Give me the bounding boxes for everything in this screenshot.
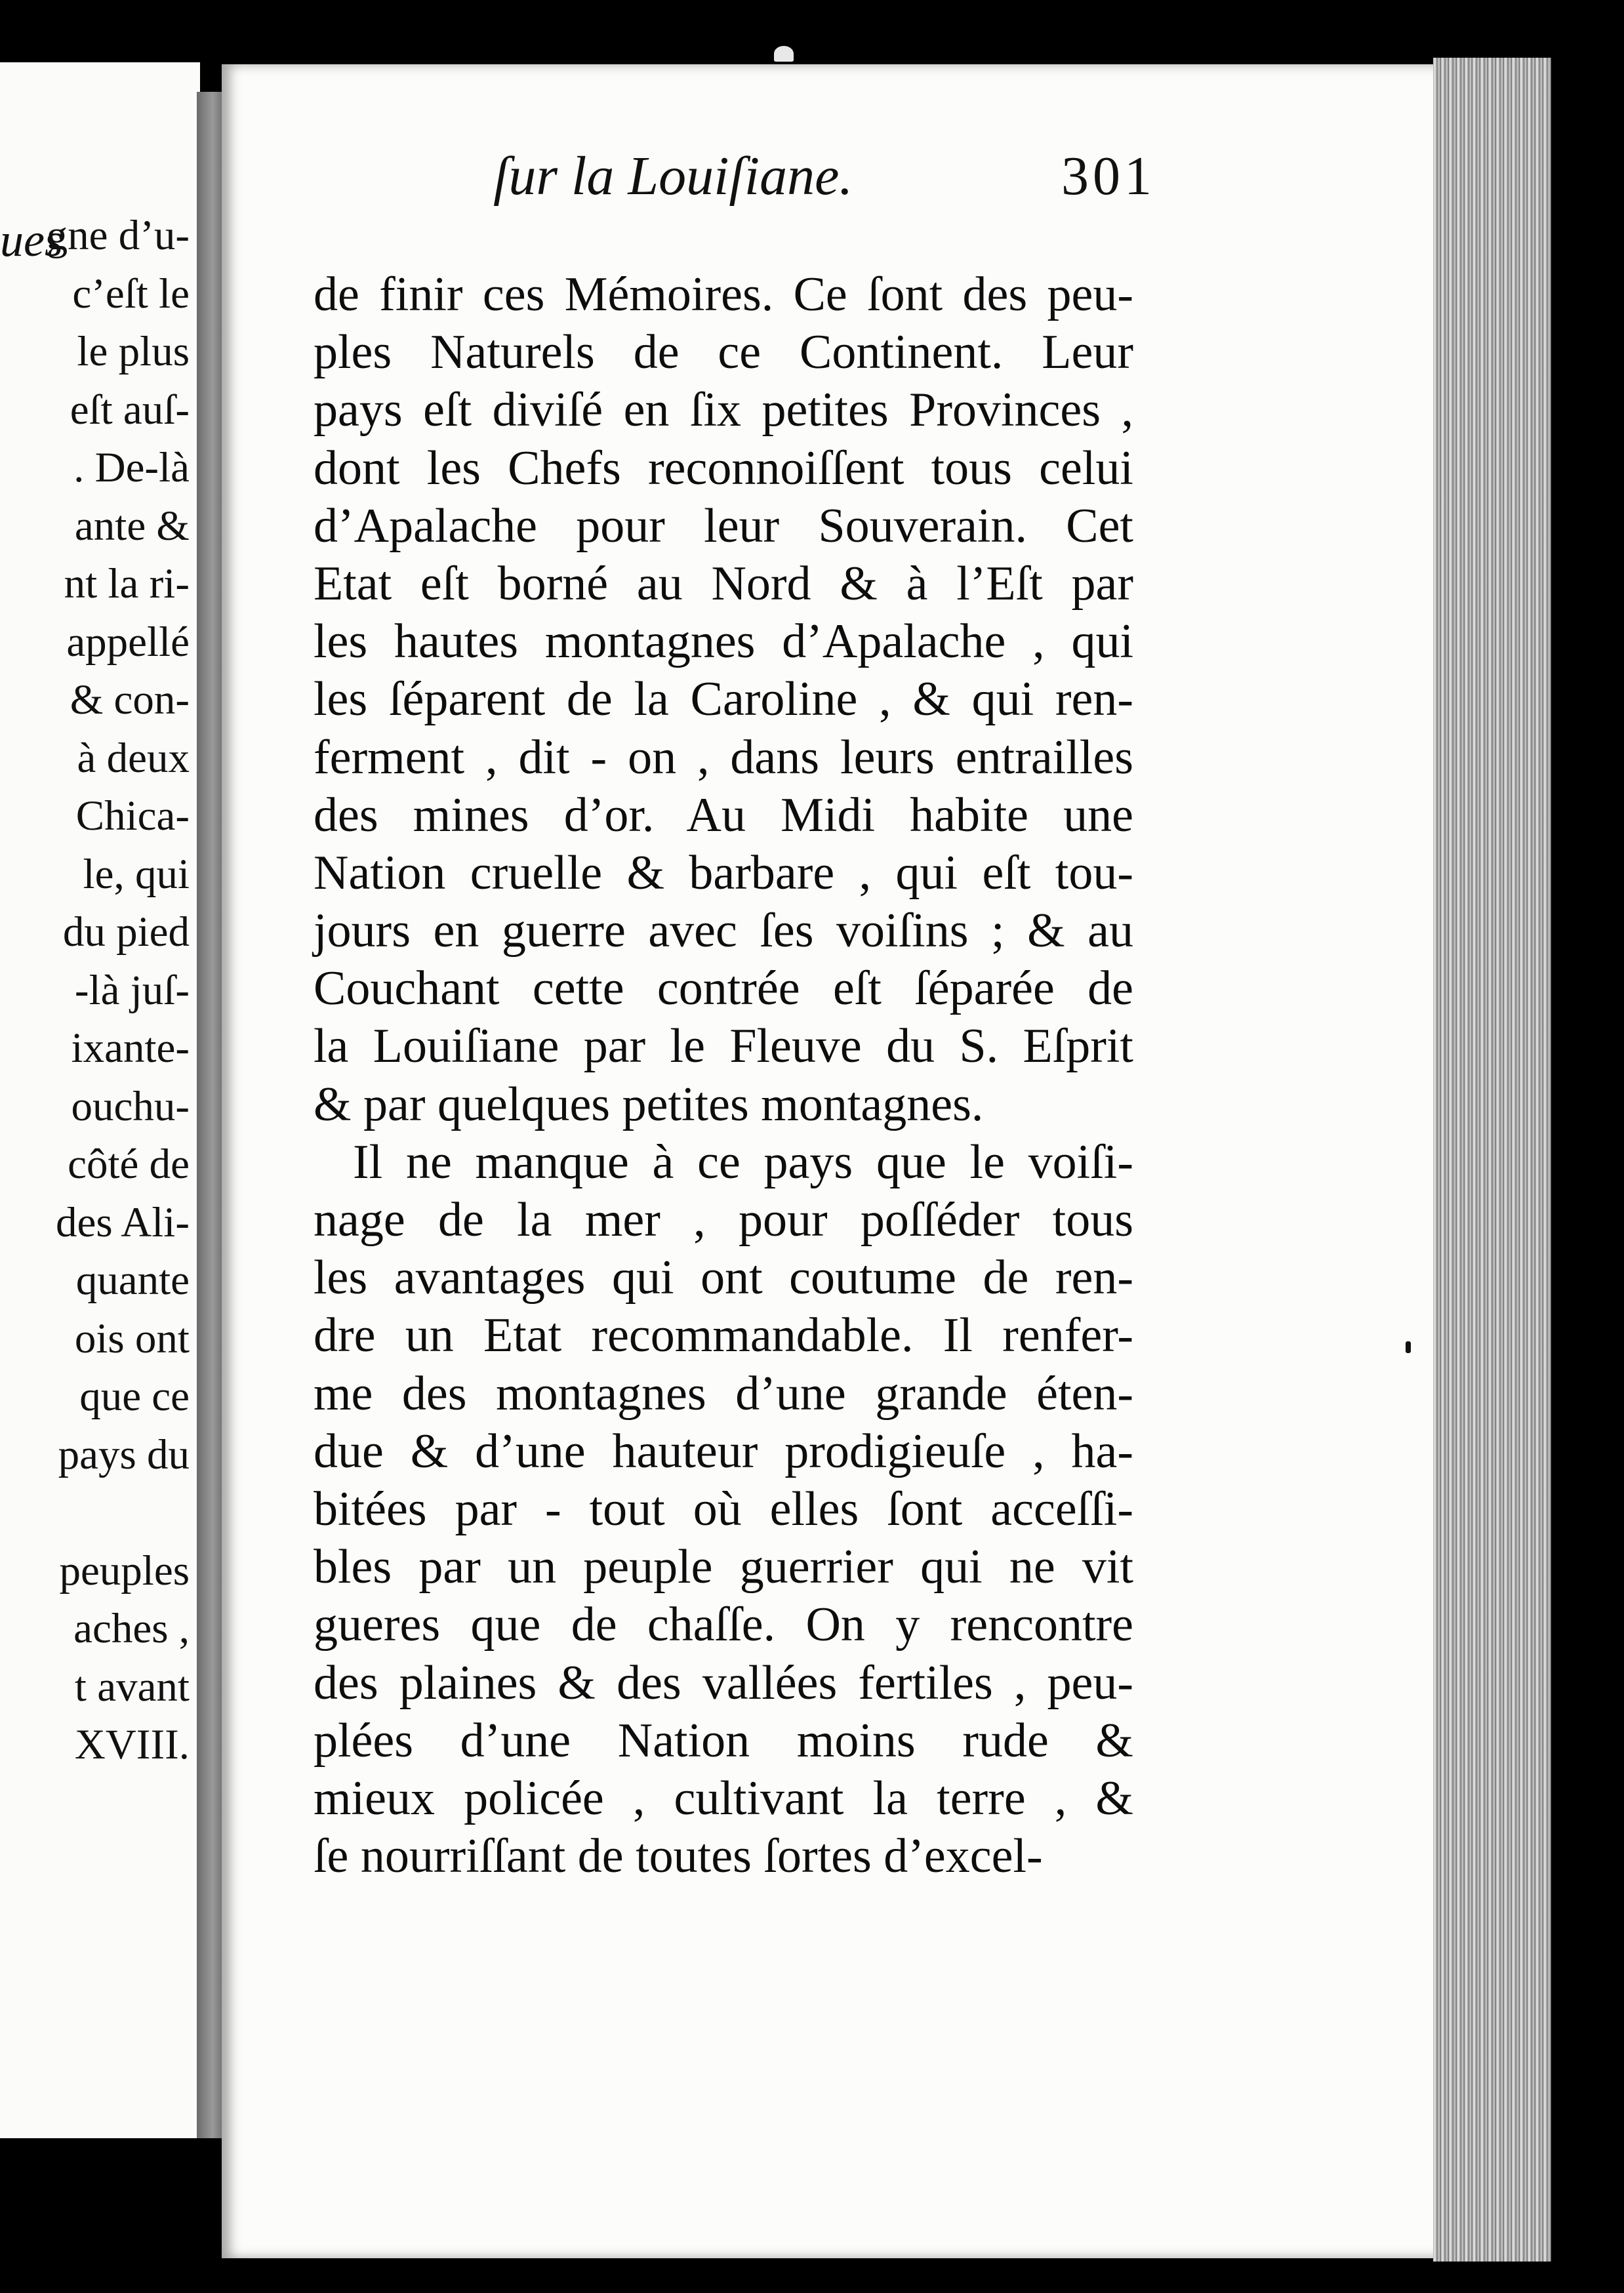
body-text	[314, 266, 1133, 1885]
running-title: ſur la Louiſiane.	[493, 146, 853, 207]
left-text-line: -là juſ-	[74, 966, 190, 1014]
text-line: de finir ces Mémoires. Ce ſont des peu-	[314, 268, 1133, 321]
left-text-line	[47, 1484, 190, 1542]
left-text-line: eſt auſ-	[70, 386, 190, 434]
left-text-line: ante &	[74, 502, 190, 550]
text-line: pays eſt diviſé en ſix petites Provinces ,	[314, 383, 1133, 437]
left-text-line: ixante-	[71, 1025, 190, 1072]
left-page-text	[47, 207, 190, 1774]
text-line: nage de la mer , pour poſſéder tous	[314, 1193, 1133, 1247]
text-line: des plaines & des vallées fertiles , peu-	[314, 1655, 1133, 1710]
text-line: plées d’une Nation moins rude &	[314, 1713, 1133, 1768]
text-line: d’Apalache pour leur Souverain. Cet	[314, 498, 1133, 553]
left-text-line: le, qui	[83, 850, 190, 898]
running-head	[493, 144, 1156, 216]
text-line: bitées par - tout où elles ſont acceſſi-	[314, 1482, 1133, 1536]
left-text-line: c’eſt le	[72, 270, 190, 317]
text-line: me des montagnes d’une grande éten-	[314, 1366, 1133, 1421]
text-line: Etat eſt borné au Nord & à l’Eſt par	[314, 556, 1133, 611]
text-line: ferment , dit - on , dans leurs entrailles	[314, 730, 1133, 784]
page-fore-edge	[1433, 58, 1551, 2262]
text-line: bles par un peuple guerrier qui ne vit	[314, 1540, 1133, 1594]
left-text-line: XVIII.	[74, 1721, 190, 1768]
text-line: dre un Etat recommandable. Il renfer-	[314, 1309, 1133, 1363]
right-page	[222, 64, 1438, 2258]
text-line: les ſéparent de la Caroline , & qui ren-	[314, 672, 1133, 727]
left-page	[0, 62, 200, 2138]
text-line: Nation cruelle & barbare , qui eſt tou-	[314, 845, 1133, 900]
left-text-line: Chica-	[75, 792, 190, 840]
text-line: mieux policée , cultivant la terre , &	[314, 1771, 1133, 1825]
left-text-line: t avant	[74, 1663, 190, 1711]
text-line: jours en guerre avec ſes voiſins ; & au	[314, 904, 1133, 958]
left-text-line: ouchu-	[71, 1082, 190, 1130]
text-line: les hautes montagnes d’Apalache , qui	[314, 615, 1133, 669]
left-text-line: & con-	[70, 676, 190, 723]
left-text-line: peuples	[59, 1547, 190, 1594]
left-text-line: . De-là	[73, 444, 190, 491]
left-text-line: aches ,	[73, 1605, 190, 1652]
text-line: Couchant cette contrée eſt ſéparée de	[314, 962, 1133, 1016]
left-text-line: à deux	[77, 734, 190, 782]
left-text-line: quante	[75, 1257, 190, 1304]
text-line: la Louiſiane par le Fleuve du S. Eſprit	[314, 1019, 1133, 1074]
text-line: des mines d’or. Au Midi habite une	[314, 788, 1133, 842]
left-text-line: du pied	[62, 908, 190, 956]
left-running-head: ues	[0, 214, 63, 266]
left-text-line: pays du	[58, 1431, 190, 1478]
left-text-line: le plus	[77, 328, 190, 375]
text-line: Il ne manque à ce pays que le voiſi-	[353, 1135, 1133, 1189]
text-line: due & d’une hauteur prodigieuſe , ha-	[314, 1424, 1133, 1478]
text-line: ſe nourriſſant de toutes ſortes d’excel-	[314, 1829, 1043, 1884]
left-text-line: appellé	[66, 618, 190, 666]
left-text-line: gne d’u-	[46, 212, 190, 259]
paper-speck	[774, 46, 794, 62]
text-line: dont les Chefs reconnoiſſent tous celui	[314, 441, 1133, 495]
page-number: 301	[1061, 146, 1156, 207]
text-line: & par quelques petites montagnes.	[314, 1077, 984, 1131]
left-text-line: nt la ri-	[64, 560, 190, 607]
left-text-line: que ce	[79, 1373, 190, 1420]
left-text-line: ois ont	[74, 1314, 190, 1362]
text-line: ples Naturels de ce Continent. Leur	[314, 325, 1133, 380]
text-line: les avantages qui ont coutume de ren-	[314, 1251, 1133, 1305]
margin-mark	[1406, 1341, 1411, 1353]
text-line: gueres que de chaſſe. On y rencontre	[314, 1598, 1133, 1652]
left-text-line: côté de	[68, 1141, 190, 1188]
scan-border	[1551, 62, 1624, 2266]
left-text-line: des Ali-	[55, 1198, 190, 1246]
